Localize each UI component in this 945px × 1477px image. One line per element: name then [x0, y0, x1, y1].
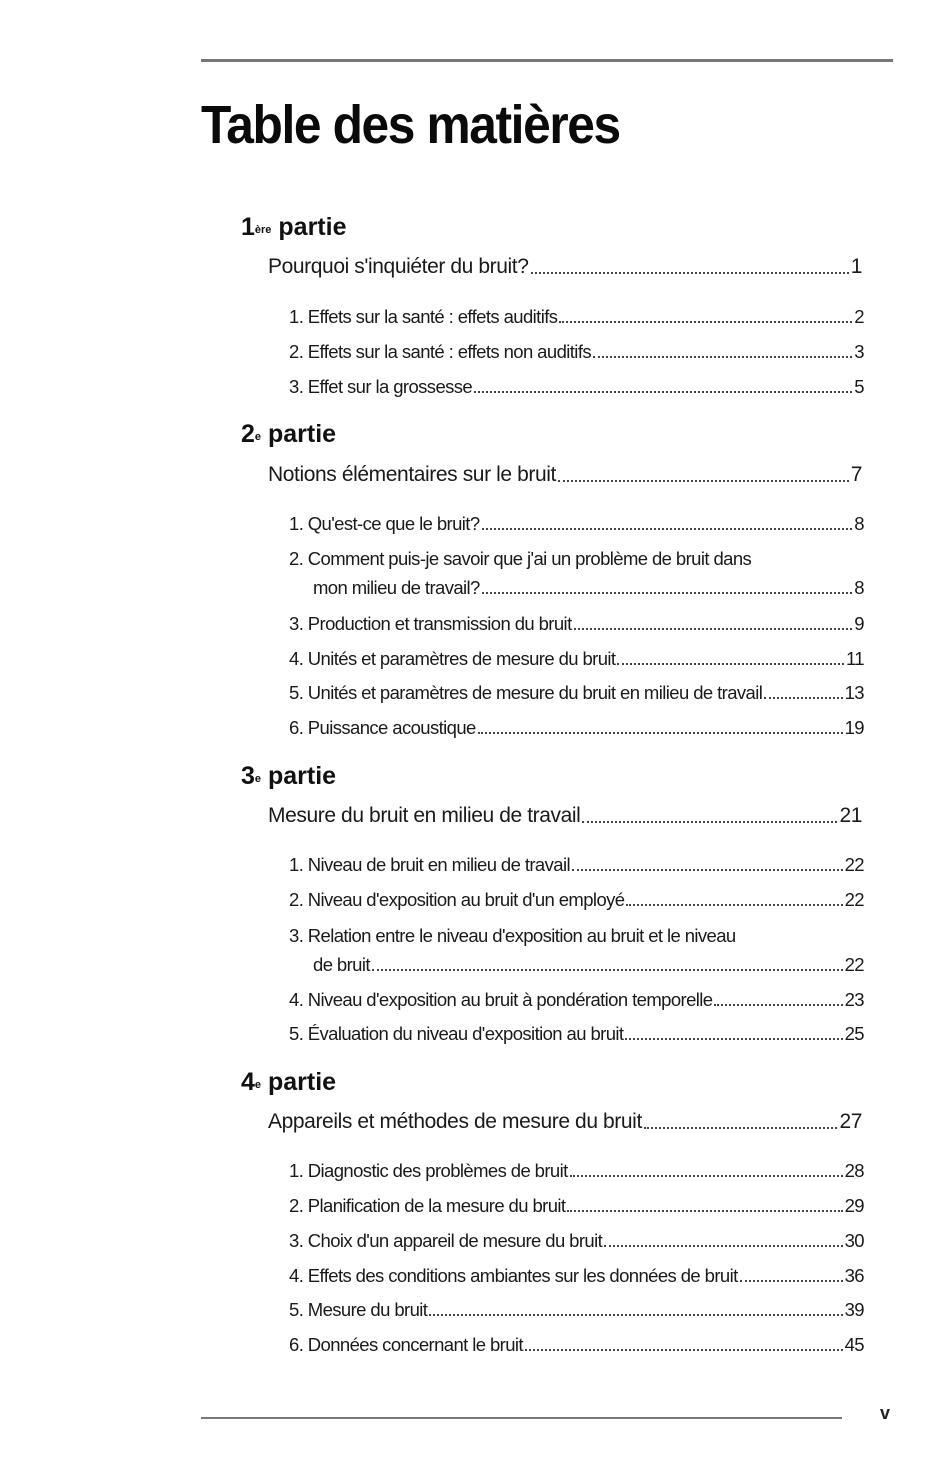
- dot-leader: [525, 1349, 843, 1351]
- toc-entry-text: 1. Effets sur la santé : effets auditifs: [289, 306, 558, 327]
- dot-leader: [626, 904, 842, 906]
- dot-leader: [482, 592, 853, 594]
- toc-sub-entry[interactable]: [313, 576, 864, 600]
- toc-entry-text: 1. Niveau de bruit en milieu de travail: [289, 854, 570, 875]
- toc-entry-text: 1. Diagnostic des problèmes de bruit: [289, 1160, 568, 1181]
- toc-entry-text: 1. Qu'est-ce que le bruit?: [289, 513, 480, 534]
- toc-page-number: 5: [854, 376, 864, 397]
- toc-main-entry[interactable]: [268, 803, 862, 829]
- toc-page-number: 11: [845, 648, 864, 669]
- toc-entry-text: 2. Effets sur la santé : effets non auditifs: [289, 341, 592, 362]
- toc-entry-text: 3. Choix d'un appareil de mesure du bruit: [289, 1230, 603, 1251]
- toc-entry-text: 5. Évaluation du niveau d'exposition au bruit: [289, 1023, 624, 1044]
- toc-sub-entry[interactable]: [289, 988, 864, 1012]
- dot-leader: [572, 869, 843, 871]
- toc-entry-text: Pourquoi s'inquiéter du bruit?: [268, 255, 529, 278]
- part-ordinal-suffix: e: [254, 431, 262, 443]
- toc-page-number: 28: [844, 1160, 864, 1181]
- dot-leader: [574, 628, 853, 630]
- part-ordinal-suffix: e: [254, 773, 262, 785]
- toc-entry-text: 6. Puissance acoustique: [289, 717, 476, 738]
- toc-entry-text: 4. Effets des conditions ambiantes sur les données de bruit: [289, 1265, 738, 1286]
- toc-entry-text: Appareils et méthodes de mesure du bruit: [268, 1110, 642, 1133]
- toc-entry-text: 4. Unités et paramètres de mesure du bruit: [289, 648, 616, 669]
- part-heading: [241, 1067, 336, 1097]
- toc-entry-text: 2. Planification de la mesure du bruit: [289, 1195, 566, 1216]
- toc-page-number: 2: [854, 306, 864, 327]
- toc-sub-entry[interactable]: [289, 1264, 864, 1288]
- folio-page-number: v: [880, 1403, 891, 1423]
- dot-leader: [559, 321, 852, 323]
- toc-sub-entry[interactable]: [289, 853, 864, 877]
- toc-main-entry[interactable]: [268, 254, 862, 280]
- toc-page-number: 8: [854, 577, 864, 598]
- toc-entry-text: 2. Niveau d'exposition au bruit d'un employé: [289, 889, 625, 910]
- dot-leader: [570, 1175, 843, 1177]
- part-ordinal-suffix: e: [254, 1079, 262, 1091]
- toc-page-number: 8: [854, 513, 864, 534]
- toc-sub-entry[interactable]: [289, 612, 864, 636]
- dot-leader: [531, 272, 849, 274]
- dot-leader: [478, 732, 843, 734]
- part-number: 3: [241, 762, 255, 790]
- toc-entry-text: 5. Mesure du bruit: [289, 1299, 428, 1320]
- toc-page-number: 22: [844, 889, 864, 910]
- toc-sub-entry[interactable]: [289, 1159, 864, 1183]
- toc-entry-text: Notions élémentaires sur le bruit: [268, 463, 556, 486]
- dot-leader: [429, 1314, 842, 1316]
- page-title: Table des matières: [201, 95, 620, 155]
- toc-page-number: 19: [844, 717, 864, 738]
- part-heading: [241, 761, 336, 791]
- toc-sub-entry[interactable]: [289, 1022, 864, 1046]
- dot-leader: [604, 1245, 842, 1247]
- dot-leader: [764, 697, 842, 699]
- toc-page-number: 45: [844, 1334, 864, 1355]
- toc-sub-entry[interactable]: [313, 953, 864, 977]
- toc-sub-entry[interactable]: [289, 888, 864, 912]
- toc-sub-entry-first-line[interactable]: 3. Relation entre le niveau d'exposition au bruit et le niveau: [289, 925, 736, 946]
- dot-leader: [474, 391, 852, 393]
- toc-page-number: 7: [850, 463, 862, 486]
- part-heading: [241, 212, 346, 242]
- toc-sub-entry[interactable]: [289, 340, 864, 364]
- toc-entry-text: 3. Production et transmission du bruit: [289, 613, 572, 634]
- dot-leader: [558, 480, 849, 482]
- toc-page-number: 29: [844, 1195, 864, 1216]
- toc-entry-text: 3. Effet sur la grossesse: [289, 376, 473, 397]
- toc-page-number: 25: [844, 1023, 864, 1044]
- dot-leader: [714, 1004, 842, 1006]
- toc-sub-entry[interactable]: [289, 716, 864, 740]
- toc-page-number: 22: [844, 854, 864, 875]
- part-number: 1: [241, 213, 255, 241]
- toc-page-number: 13: [844, 682, 864, 703]
- toc-sub-entry-first-line[interactable]: 2. Comment puis-je savoir que j'ai un problème de bruit dans: [289, 548, 752, 569]
- toc-page-number: 23: [844, 989, 864, 1010]
- part-word: partie: [267, 420, 337, 448]
- toc-page-number: 9: [854, 613, 864, 634]
- dot-leader: [617, 663, 844, 665]
- toc-sub-entry[interactable]: [289, 305, 864, 329]
- toc-entry-text: mon milieu de travail?: [313, 577, 480, 598]
- part-word: partie: [267, 1068, 337, 1096]
- part-word: partie: [267, 762, 337, 790]
- toc-sub-entry[interactable]: [289, 1194, 864, 1218]
- toc-sub-entry[interactable]: [289, 647, 864, 671]
- toc-page-number: 22: [844, 954, 864, 975]
- toc-sub-entry[interactable]: [289, 1298, 864, 1322]
- dot-leader: [372, 969, 843, 971]
- toc-page-number: 27: [839, 1110, 862, 1133]
- toc-main-entry[interactable]: [268, 462, 862, 488]
- dot-leader: [567, 1210, 842, 1212]
- part-heading: [241, 419, 336, 449]
- toc-page-number: 39: [844, 1299, 864, 1320]
- toc-sub-entry[interactable]: [289, 1333, 864, 1357]
- dot-leader: [740, 1280, 843, 1282]
- toc-entry-text: 5. Unités et paramètres de mesure du bruit en milieu de travail: [289, 682, 763, 703]
- part-word: partie: [278, 213, 347, 241]
- part-number: 2: [241, 420, 255, 448]
- part-number: 4: [241, 1068, 255, 1096]
- dot-leader: [582, 821, 837, 823]
- toc-sub-entry[interactable]: [289, 375, 864, 399]
- part-ordinal-suffix: ère: [254, 224, 272, 236]
- dot-leader: [644, 1127, 838, 1129]
- toc-page-number: 3: [854, 341, 864, 362]
- toc-main-entry[interactable]: [268, 1109, 862, 1135]
- toc-page-number: 21: [839, 804, 862, 827]
- toc-page-number: 1: [850, 255, 862, 278]
- toc-sub-entry[interactable]: [289, 681, 864, 705]
- toc-entry-text: Mesure du bruit en milieu de travail: [268, 804, 581, 827]
- toc-entry-text: 4. Niveau d'exposition au bruit à pondération temporelle: [289, 989, 713, 1010]
- dot-leader: [482, 528, 853, 530]
- dot-leader: [593, 356, 852, 358]
- toc-entry-text: 6. Données concernant le bruit: [289, 1334, 523, 1355]
- toc-page-number: 30: [844, 1230, 864, 1251]
- toc-page-number: 36: [844, 1265, 864, 1286]
- dot-leader: [625, 1038, 842, 1040]
- top-rule: [201, 59, 893, 62]
- toc-entry-text: de bruit: [313, 954, 370, 975]
- bottom-rule: [201, 1417, 842, 1419]
- toc-sub-entry[interactable]: [289, 1229, 864, 1253]
- toc-sub-entry[interactable]: [289, 512, 864, 536]
